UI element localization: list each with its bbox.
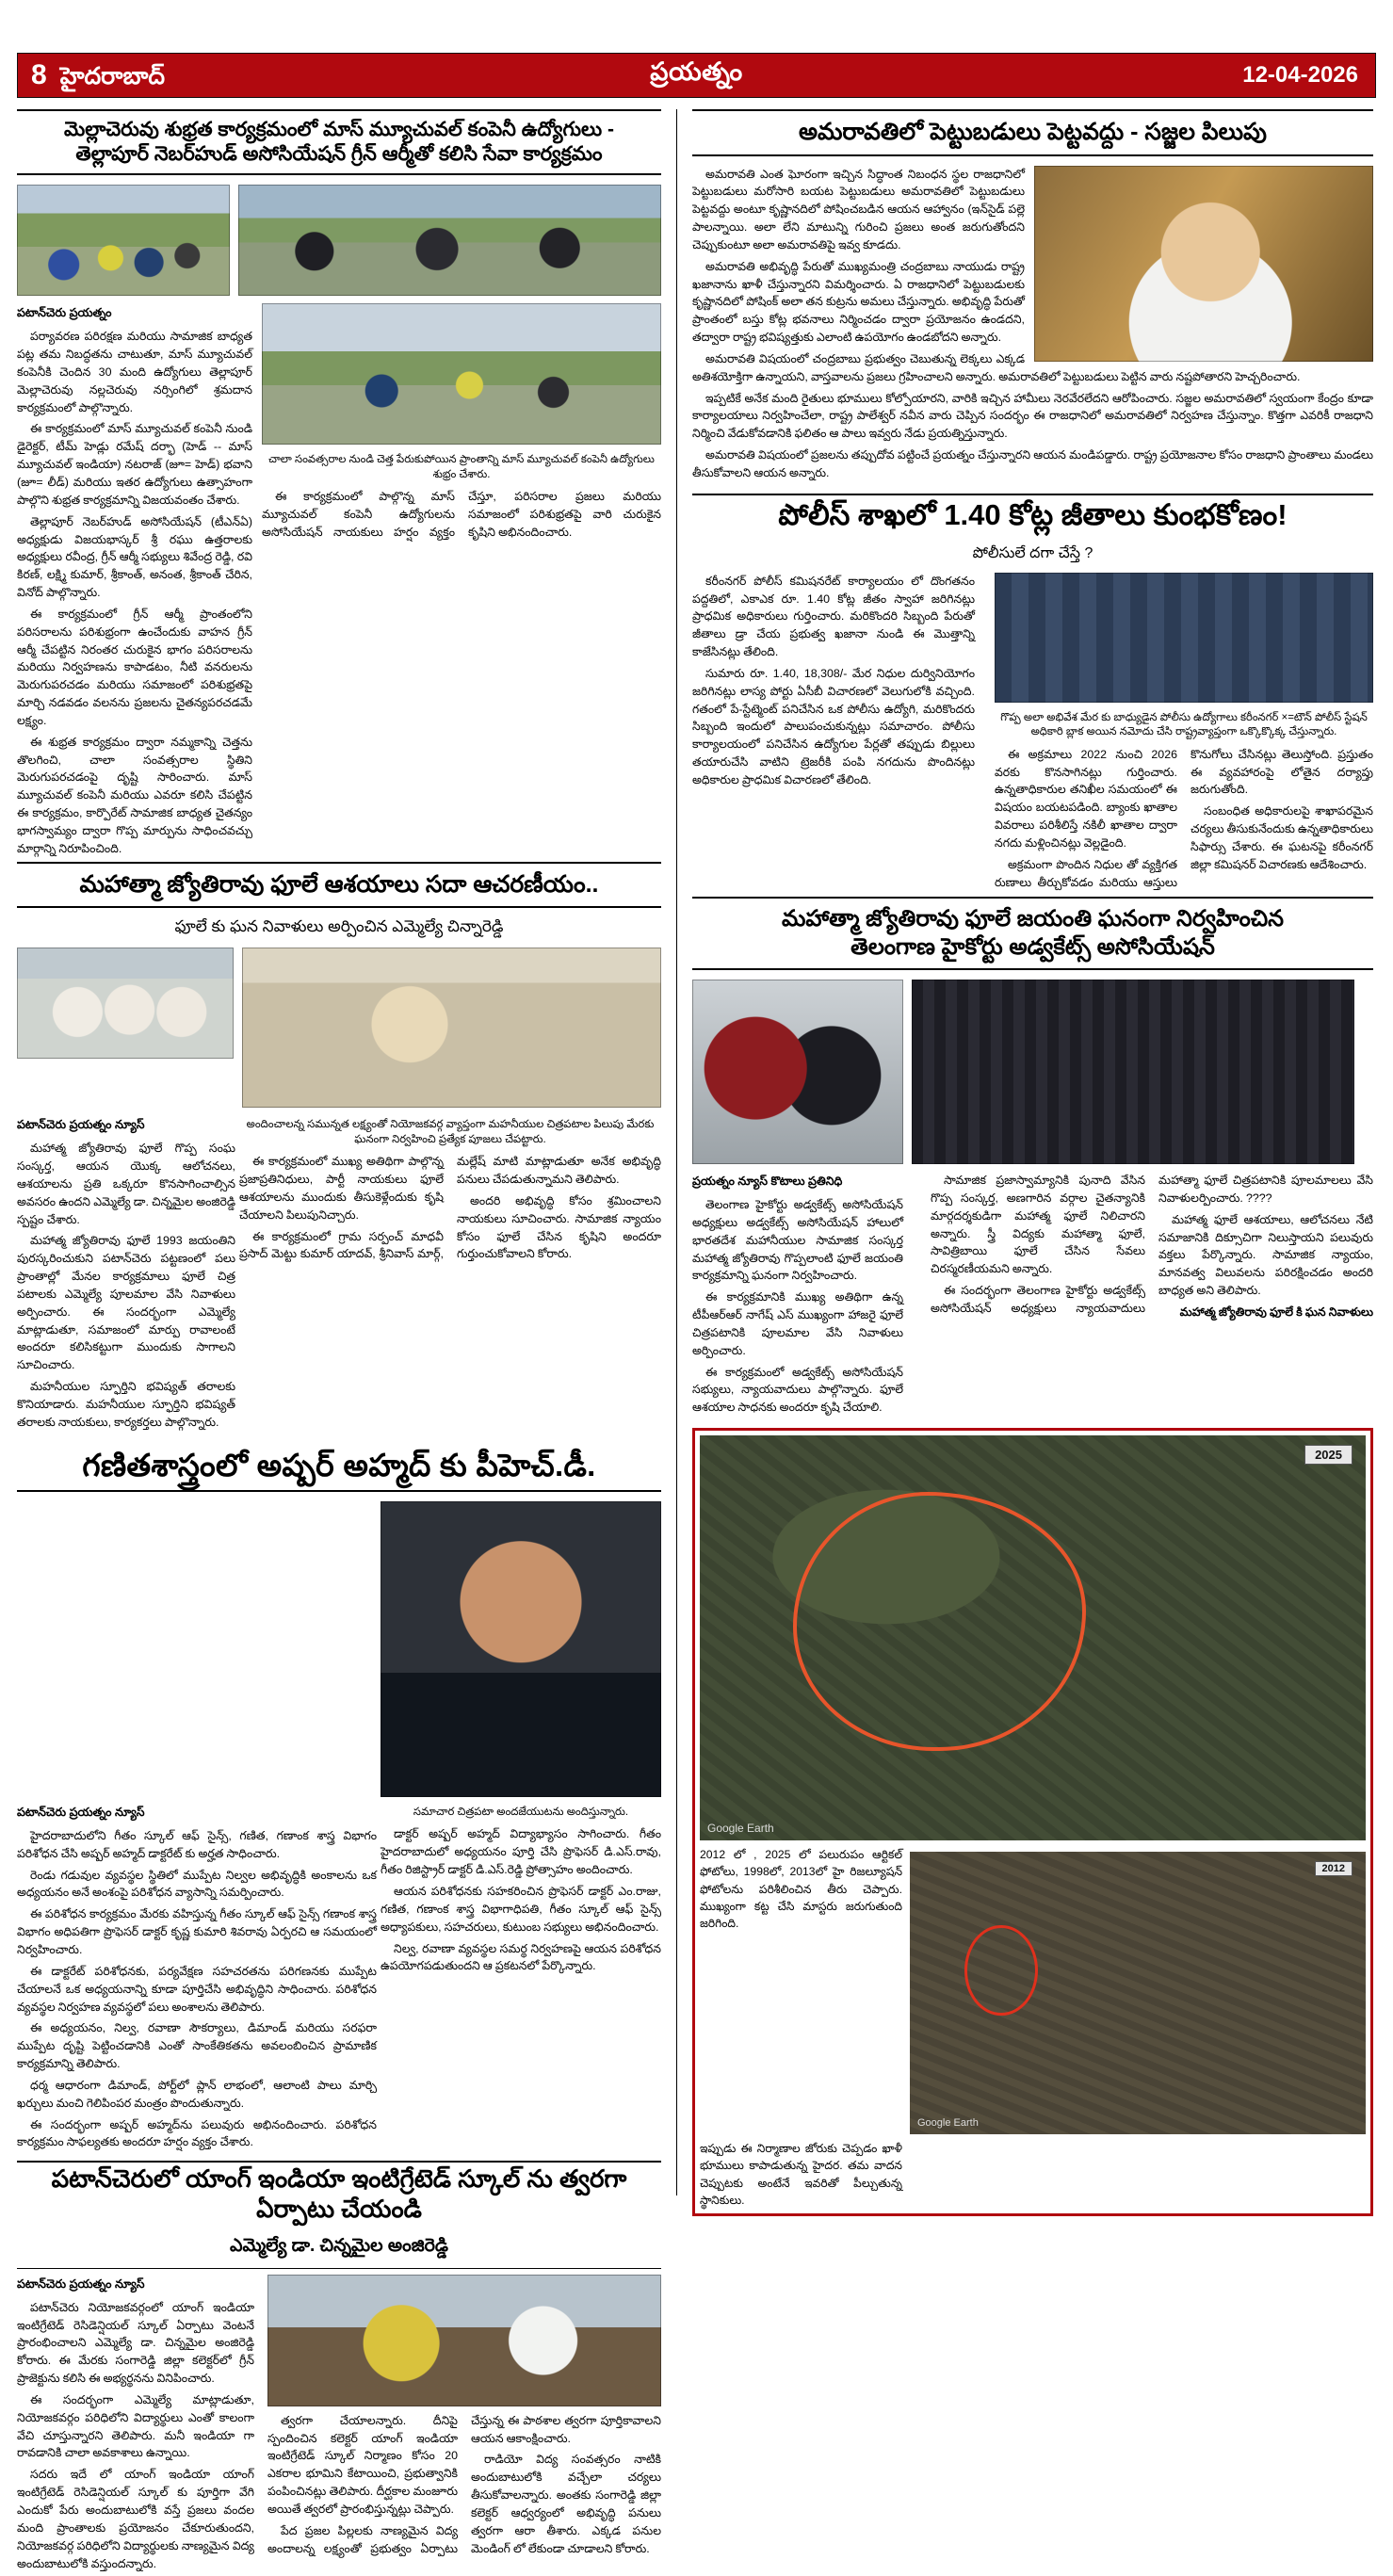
google-earth-watermark: Google Earth <box>707 1822 774 1836</box>
paragraph: పర్యావరణ పరిరక్షణ మరియు సామాజిక బాధ్యత పట్ల తమ నిబద్ధతను చాటుతూ, మాస్ మ్యూచువల్ కంపెనీకి చెందిన 30 మంది ఉద్యోగులు తెల్లాపూర్ మెల్లాచెరువు నల్లచెరువు నర్సింగిలో శ్రమదాన కార్యక్రమంలో పాల్గొన్నారు. <box>17 330 252 414</box>
paragraph: అమరావతి విషయంలో ప్రజలను తప్పుదోవ పట్టించే ప్రయత్నం చేస్తున్నారని ఆయన మండిపడ్డారు. రాష్ట్ర ప్రయోజనాల కోసం రాజధాని ప్రాంతాలు మండలు తీసుకోవాలని ఆయన అన్నారు. <box>692 448 1373 479</box>
phule-body-block <box>17 1115 661 1435</box>
satellite-imagery-box <box>692 1428 1373 2216</box>
subhead-phule-tribute: ఫూలే కు ఘన నివాళులు అర్పించిన ఎమ్మెల్యే చిన్నారెడ్డి <box>174 917 504 936</box>
paragraph: ఈ అక్రమాలు 2022 నుంచి 2026 వరకు కొనసాగినట్లు గుర్తించారు. ఉన్నతాధికారుల తనిఖీల సమయంలో ఈ విషయం బయటపడింది. బ్యాంకు ఖాతాల వివరాలు పరిశీలిస్తే నకిలీ ఖాతాల ద్వారా నగదు మళ్లించినట్లు వెల్లడైంది. <box>995 747 1177 850</box>
headline-line-2: తెలంగాణ హైకోర్టు అడ్వకేట్స్ అసోసియేషన్ <box>850 933 1215 960</box>
advocates-body-col2 <box>931 1172 1373 1321</box>
cleanup-body-col1 <box>17 328 252 861</box>
paragraph: అక్రమంగా పొందిన నిధుల తో వ్యక్తిగత రుణాలు తీర్చుకోవడం మరియు ఆస్తులు కొనుగోలు చేసినట్లు తెలుస్తోంది. ప్రస్తుతం ఈ వ్యవహారంపై లోతైన దర్యాప్తు జరుగుతోంది. <box>995 747 1373 889</box>
article-phule-tribute <box>17 862 661 1435</box>
mla-office-meeting-photo <box>267 2275 661 2406</box>
headline-cleanup-drive <box>17 109 661 175</box>
phule-body-col2 <box>239 1153 661 1265</box>
phd-body-col1 <box>17 1827 377 2151</box>
paragraph: ఈ శుభ్రత కార్యక్రమం ద్వారా నమ్మకాన్ని చెత్తను తొలగించి, చాలా సంవత్సరాల స్థితిని మెరుగుపరచడంపై దృష్టి సారించారు. మాస్ మ్యూచువల్ కంపెనీ మరియు ఎవరూ కలిసి చేపట్టిన ఈ కార్యక్రమం, కార్పొరేట్ సామాజిక బాధ్యత చైతన్యం భాగస్వామ్యం ద్వారా గొప్ప మార్పును సాధించవచ్చు మార్గాన్ని నిరూపించింది. <box>17 735 252 855</box>
paragraph: ఈ కార్యక్రమంలో గ్రామ సర్పంచ్ మాధవీ ప్రసాద్ మెట్టు కుమార్ యాదవ్, శ్రీనివాస్ మార్గ్, మల్లేష్ మాటి మాట్లాడుతూ అనేక అభివృద్ధి పనులు చేపడుతున్నామని తెలిపారు. <box>239 1155 661 1261</box>
phule-tribute-leaders-photo <box>17 948 234 1059</box>
karimnagar-police-station-photo <box>995 573 1373 703</box>
paragraph: ఈ కార్యక్రమంలో అడ్వకేట్స్ అసోసియేషన్ సభ్యులు, న్యాయవాదులు పాల్గొన్నారు. ఫూలే ఆశయాల సాధనకు అందరూ కృషి చేయాలి. <box>692 1365 903 1415</box>
headline-phule-tribute: మహాత్మా జ్యోతిరావు ఫూలే ఆశయాలు సదా ఆచరణీయం.. <box>17 862 661 909</box>
paragraph: మహాత్మ ఫూలే ఆశయాలు, ఆలోచనలు నేటి సమాజానికి దిక్సూచిగా నిలుస్తాయని పలువురు వక్తలు పేర్కొన్నారు. సామాజిక న్యాయం, మానవత్వ విలువలను పరిరక్షించడం అందరి బాధ్యత అని తెలిపారు. <box>1158 1212 1373 1298</box>
divider <box>17 2268 661 2269</box>
headline-line-1: మహాత్మా జ్యోతిరావు ఫూలే జయంతి ఘనంగా నిర్వహించిన <box>782 906 1284 932</box>
satellite-caption-left: 2012 లో , 2025 లో పలురుపం ఆర్టికల్ ఫోటోలు, 1998లో, 2013లో హై రిజల్యూషన్ ఫోటోలను పరిశీలించిన తీరు చెప్పారు. ముఖ్యంగా కట్ట చేసి మాస్టరు జరుగుతుంది జరిగింది. <box>700 1848 902 1931</box>
headline-line-1: మెల్లాచెరువు శుభ్రత కార్యక్రమంలో మాస్ మ్యూచువల్ కంపెనీ ఉద్యోగులు - <box>64 119 614 140</box>
phule-body-col1 <box>17 1140 235 1432</box>
byline-advocates: ప్రయత్నం న్యూస్ కొటాలు ప్రతినిధి <box>692 1174 843 1188</box>
caption-police: గొప్ప అలా అభివేశ మేర కు బాధ్యుడైన పోలీసు ఉద్యోగాలు కరీంనగర్ ×=టౌన్ పోలీస్ స్టేషన్ అధికారి బ్లాక అయిన నమోదు చేసి రాష్ట్రవ్యాప్తంగా ఒక్కొక్కొక్క చేస్తున్నారు. <box>1000 711 1368 738</box>
byline-school: పటాన్‌చెరు ప్రయత్నం న్యూస్ <box>17 2276 145 2291</box>
cleanup-body-block <box>17 303 661 861</box>
paragraph: నిల్వ, రవాణా వ్యవస్థల సమర్థ నిర్వహణపై ఆయన పరిశోధన ఉపయోగపడుతుందని ఆ ప్రకటనలో పేర్కొన్నారు. <box>381 1941 661 1973</box>
annotation-circle-red <box>793 1492 1086 1751</box>
subhead-police-scam: పోలీసులే దగా చేస్తే ? <box>972 544 1093 561</box>
advocate-phule-garland-photo <box>692 980 903 1164</box>
paragraph: సదరు ఇదే లో యాంగ్ ఇండియా యాంగ్ ఇంటిగ్రేటెడ్ రెసిడెన్షియల్ స్కూల్ కు పూర్తిగా వేగి ఎందుకో పేరు అందుబాటులోకి వస్తే ప్రజలు వందల మంది ప్రాంతాలకు ప్రయోజనం చేకూరుతుందని, నియోజకవర్గ పరిధిలోని విద్యార్థులకు నాణ్యమైన విద్య అందుబాటులోకి వస్తుందన్నారు. <box>17 2468 254 2570</box>
article-amaravati <box>692 109 1373 486</box>
byline-phd: పటాన్‌చెరు ప్రయత్నం న్యూస్ <box>17 1805 145 1819</box>
advocates-body-block <box>692 1172 1373 1420</box>
google-earth-watermark-sub: Google Earth <box>917 2117 979 2130</box>
satellite-caption-right: ఇప్పుడు ఈ నిర్మాణాల జోరుకు చెప్పడం ఖాళీ భూములు కాపాడుతున్న హైదర. తమ వాదన చెప్పుటకు అంటేనే ఇవరితో పీల్చుతున్న స్థానికులు. <box>700 2142 902 2207</box>
caption-phd: సమాచార చిత్రపటా అందజేయుటను అందిస్తున్నారు. <box>413 1806 629 1818</box>
paragraph: అమరావతి ఎంత ఘోరంగా ఇచ్చిన సిద్ధాంత నిబంధన స్థల రాజధానిలో పెట్టుబడులు మరోసారి బయట పెట్టుబడులు అమరావతిలో పెట్టుబడులు పెట్టవద్దు అంటూ కృష్ణానదిలో పోషించబడిన ఆయన ఆహ్వానం (ఇన్‌సైడ్ పల్లె పాలన్నాయి. అలా లేని మాటున్ని గురించి ప్రజలు అంత జరుగుతోందని చెప్పుకుంటూ అలా అమరావతిపై ఇవ్వ కూడదు. <box>692 167 1025 251</box>
police-body-col2 <box>995 746 1373 892</box>
paragraph: మహాత్మ జ్యోతిరావు ఫూలే 1993 జయంతిని పురస్కరించుకుని పటాన్‌చెరు పట్టణంలో పలు ప్రాంతాల్లో మేనల కార్యక్రమాలు ఫూలే చిత్ర పటాలకు ఎమ్మెల్యే పూలమాల వేసి నివాళులు అర్పించారు. ఈ సందర్భంగా ఎమ్మెల్యే మాట్లాడుతూ, సమాజంలో మార్పు రావాలంటే అందరూ కలిసికట్టుగా ముందుకు సాగాలని సూచించారు. <box>17 1234 235 1372</box>
paragraph: మహాత్మ జ్యోతిరావు ఫూలే గొప్ప సంఘ సంస్కర్త, ఆయన యొక్క ఆలోచనలు, ఆశయాలను ప్రతి ఒక్కరూ కొనసాగించాల్సిన అవసరం ఉందని ఎమ్మెల్యే డా. చిన్నమైల అంజిరెడ్డి స్పష్టం చేశారు. <box>17 1142 235 1226</box>
paragraph: తెల్లాపూర్ నెబర్‌హుడ్ అసోసియేషన్ (టీఎన్ఏ) అధ్యక్షుడు విజయభాస్కర్ శ్రీ రఘు ఉత్తరాలకు అధ్యక్షులు రవీంద్ర, గ్రీన్ ఆర్మీ సభ్యులు శివేంద్ర రెడ్డి, రవి కిరణ్, లక్ష్మి కుమార్, శ్రీకాంత్, అనంత, శ్రీకాంత్ చేరిన, వినోద్ పాల్గొన్నారు. <box>17 514 252 600</box>
annotation-circle-red-small <box>964 1925 1037 2016</box>
politician-press-conference-photo <box>1034 166 1373 362</box>
satellite-image-2025 <box>700 1435 1366 1840</box>
headline-line-2: తెల్లాపూర్ నెబర్‌హుడ్ అసోసియేషన్ గ్రీన్ ఆర్మీతో కలిసి సేవా కార్యక్రమం <box>75 142 603 165</box>
advocates-photo-row <box>692 980 1373 1164</box>
paragraph: హైదరాబాదులోని గీతం స్కూల్ ఆఫ్ సైన్స్, గణిత, గణాంక శాస్త్ర విభాగం పరిశోధన చేసి అష్పర్ అహ్మద్ డాక్టరేట్ కు అర్హత సాధించారు. <box>17 1828 377 1860</box>
paragraph: ఆయన పరిశోధనకు సహకరించిన ప్రొఫెసర్ డాక్టర్ ఎం.రాజు, గణిత, గణాంక శాస్త్ర విభాగాధిపతి, గీతం స్కూల్ ఆఫ్ సైన్స్ అధ్యాపకులు, సహచరులు, కుటుంబ సభ్యులు అభినందించారు. <box>381 1884 661 1934</box>
paragraph: ఈ సందర్భంగా అష్పర్ అహ్మద్‌ను పలువురు అభినందించారు. పరిశోధన కార్యక్రమం సాఫల్యతకు అందరూ హర్షం వ్యక్తం చేశారు. <box>17 2117 377 2149</box>
caption-phule: అందించాలన్న సమున్నత లక్ష్యంతో నియోజకవర్గ వ్యాప్తంగా మహనీయుల చిత్రపటాల పిలుపు మేరకు ఘనంగా నిర్వహించి ప్రత్యేక పూజలు చేపట్టారు. <box>246 1119 655 1145</box>
phd-scholar-portrait-photo <box>381 1501 661 1797</box>
paragraph: ఈ పరిశోధన కార్యక్రమం మేరకు వహిస్తున్న గీతం స్కూల్ ఆఫ్ సైన్స్ గణాంక శాస్త్ర విభాగం అధిపతిగా ప్రొఫెసర్ డాక్టర్ కృష్ణ కుమారి శివరావు ఏర్పరచి ఆ సమయంలో నిర్వహించారు. <box>17 1907 377 1956</box>
paragraph: రెండు గడువుల వ్యవస్థల స్థితిలో ముప్పేట నిల్వల అభివృద్ధికి అంకాలను ఒక అధ్యయనం అనే అంశంపై పరిశోధన వ్యాసాన్ని సమర్పించారు. <box>17 1868 377 1900</box>
satellite-year-tag-sub: 2012 <box>1315 1861 1353 1876</box>
paragraph: ఈ అధ్యయనం, నిల్వ, రవాణా సౌకర్యాలు, డిమాండ్ మరియు సరఫరా ముప్పేట దృష్టి పెట్టించడానికి ఎంతో సాంకేతికతను అవలంబించిన ప్రామాణిక కార్యక్రమాన్ని తెలిపారు. <box>17 2021 377 2071</box>
paragraph: ఈ కార్యక్రమంలో గ్రీన్ ఆర్మీ ప్రాంతంలోని పరిసరాలను పరిశుభ్రంగా ఉంచేందుకు వాహన గ్రీన్ ఆర్మీ చేపట్టిన నిరంతర చురుకైన భాగం పరిసరాలను మరియు నిర్వహణను కాపాడటం, నీటి వనరులను మెరుగుపరచడం మరియు సమాజంలో పరిశుభ్రతపై మార్చి నడవడం వలనను ప్రజలను చైతన్యపరచడమే లక్ష్యం. <box>17 607 252 727</box>
cleanup-volunteers-photo <box>17 185 230 296</box>
right-column <box>676 109 1373 2207</box>
paragraph: అమరావతి విషయంలో చంద్రబాబు ప్రభుత్వం చెబుతున్న లెక్కలు ఎక్కడ అతిశయోక్తిగా ఉన్నాయని, వాస్తవాలను ప్రజలు గ్రహించాలని అన్నారు. అమరావతిలో పెట్టుబడులు పెట్టిన వారు నష్టపోతారని హెచ్చరించారు. <box>692 351 1301 383</box>
paragraph: తెలంగాణ హైకోర్టు అడ్వకేట్స్ అసోసియేషన్ అధ్యక్షులు అడ్వకేట్స్ అసోసియేషన్ హాలులో భారతదేశ మహానీయుల సామాజిక సంస్కర్త మహాత్మ జ్యోతిరావు గొప్పలాంటి ఫూలే జయంతి కార్యక్రమాన్ని ఘనంగా నిర్వహించారు. <box>692 1197 903 1283</box>
page-number: 8 <box>31 59 47 90</box>
satellite-year-tag-main: 2025 <box>1304 1445 1353 1465</box>
paragraph: పటాన్‌చెరు నియోజకవర్గంలో యాంగ్ ఇండియా ఇంటిగ్రేటెడ్ రెసిడెన్షియల్ స్కూల్ ఏర్పాటు వెంటనే ప్రారంభించాలని ఎమ్మెల్యే డా. చిన్నమైల అంజిరెడ్డి కోరారు. ఈ మేరకు సంగారెడ్డి జిల్లా కలెక్టర్‌లో గ్రీన్ ప్రాజెక్టును కలిసి ఈ అభ్యర్థనను వినిపించారు. <box>17 2300 254 2386</box>
headline-amaravati: అమరావతిలో పెట్టుబడులు పెట్టవద్దు - సజ్జల పిలుపు <box>692 109 1373 156</box>
paragraph: సుమారు రూ. 1.40, 18,308/- మేర నిధుల దుర్వినియోగం జరిగినట్లు లాస్య పోర్టు ఏసీబీ విచారణలో వెలుగులోకి వచ్చింది. గతంలో పే-స్టేట్మెంట్ పనిచేసిన ఒక పోలీసు ఉద్యోగి, మరికొందరు సిబ్బంది ఇందులో పాలుపంచుకున్నట్లు సమాచారం. పోలీసు కార్యాలయంలో పనిచేసిన ఉద్యోగుల పేర్లతో తప్పుడు బిల్లులు తయారుచేసి వాటిని ట్రెజరీకి పంపి నగదును పొందినట్లు అధికారుల ప్రాధమిక విచారణలో తేలింది. <box>692 666 975 786</box>
school-body-block <box>17 2275 661 2576</box>
article-cleanup-drive <box>17 109 661 862</box>
article-phd-award <box>17 1445 661 2156</box>
headline-police-scam: పోలీస్ శాఖలో 1.40 కోట్ల జీతాలు కుంభకోణం! <box>692 494 1373 539</box>
paragraph: కరీంనగర్ పోలీస్ కమిషనరేట్ కార్యాలయం లో దొంగతనం పద్దతిలో, ఎకాఎక రూ. 1.40 కోట్ల జీతం స్వాహా జరిగినట్లు ప్రాధమిక అధికారులు గుర్తించారు. మరికొందరి సిబ్బంది పేరుతో జీతాలు డ్రా చేయ ప్రభుత్వ ఖజానా నుండి ఈ మొత్తాన్ని కాజేసినట్లు తేలింది. <box>692 574 975 659</box>
phule-photo-row <box>17 948 661 1108</box>
cleanup-body-col2 <box>262 488 661 543</box>
article-school-request <box>17 2161 661 2576</box>
article-advocates-phule <box>692 897 1373 1420</box>
paragraph: సంబంధిత అధికారులపై శాఖాపరమైన చర్యలు తీసుకునేందుకు ఉన్నతాధికారులు సిఫార్సు చేశారు. ఈ ఘటనపై కరీంనగర్ జిల్లా కమిషనర్ విచారణకు ఆదేశించారు. <box>1191 804 1373 871</box>
paragraph: ఈ కార్యక్రమంలో ముఖ్య అతిథిగా పాల్గొన్న ప్రజాప్రతినిధులు, పార్టీ నాయకులు ఫూలే ఆశయాలను ముందుకు తీసుకెళ్లేందుకు కృషి చేయాలని పిలుపునిచ్చారు. <box>239 1155 444 1222</box>
paragraph: ఈ కార్యక్రమంలో పాల్గొన్న మాస్ మ్యూచువల్ కంపెనీ ఉద్యోగులను అసోసియేషన్ నాయకులు హర్షం వ్యక్తం చేస్తూ, పరిసరాల ప్రజలు మరియు సమాజంలో పరిశుభ్రతపై వారి చురుకైన కృషిని అభినందించారు. <box>262 490 661 539</box>
edition-city: హైదరాబాద్ <box>59 63 166 89</box>
caption-cleanup: చాలా సంవత్సరాల నుండి చెత్త పేరుకుపోయిన ప్రాంతాన్ని మాస్ మ్యూచువల్ కంపెనీ ఉద్యోగులు శుభ్రం చేశారు. <box>268 454 655 480</box>
paragraph: పేద ప్రజల పిల్లలకు నాణ్యమైన విద్య అందాలన్న లక్ష్యంతో ప్రభుత్వం ఏర్పాటు చేస్తున్న ఈ పాఠశాల త్వరగా పూర్తికావాలని ఆయన ఆకాంక్షించారు. <box>267 2413 661 2555</box>
police-body-block <box>692 573 1373 892</box>
paragraph: ఈ సందర్భంగా తెలంగాణ హైకోర్టు అడ్వకేట్స్ అసోసియేషన్ అధ్యక్షులు న్యాయవాదులు మహాత్మా ఫూలే చిత్రపటానికి పూలమాలలు వేసి నివాళులర్పించారు. ???? <box>931 1173 1373 1315</box>
school-body-col2 <box>267 2412 661 2560</box>
paragraph: ఈ కార్యక్రమానికి ముఖ్య అతిథిగా ఉన్న టీపీఆర్ఆర్ నాగేష్ ఎస్ ముఖ్యంగా హాజరై ఫూలే చిత్రపటానికి పూలమాల వేసి నివాళులు అర్పించారు. <box>692 1290 903 1357</box>
subhead-school-request: ఎమ్మెల్యే డా. చిన్నమైల అంజిరెడ్డి <box>230 2235 448 2256</box>
school-body-col1 <box>17 2299 254 2573</box>
cleanup-group-field-photo <box>262 303 661 445</box>
paragraph: త్వరగా చేయాలన్నారు. దీనిపై స్పందించిన కలెక్టర్ యాంగ్ ఇండియా ఇంటిగ్రేటెడ్ స్కూల్ నిర్మాణం కోసం 20 ఎకరాల భూమిని కేటాయించి, ప్రభుత్వానికి పంపించినట్లు తెలిపారు. దీర్ఘకాల మంజూరు అయితే త్వరలో ప్రారంభిస్తున్నట్లు చెప్పారు. <box>267 2413 458 2516</box>
publication-title: ప్రయత్నం <box>650 57 743 86</box>
paragraph: సామాజిక ప్రజాస్వామ్యానికి పునాది వేసిన గొప్ప సంస్కర్త, అణగారిన వర్గాల చైతన్యానికి మార్గదర్శకుడిగా మహాత్మ ఫూలే నిలిచారని అన్నారు. స్త్రీ విద్యకు మహాత్మా ఫూలే, సావిత్రిబాయి ఫూలే చేసిన సేవలు చిరస్మరణీయమని అన్నారు. <box>931 1173 1145 1276</box>
phule-portrait-garland-photo <box>242 948 661 1108</box>
paragraph: మహనీయుల స్ఫూర్తిని భవిష్యత్ తరాలకు కొనియాడారు. మహనీయుల స్ఫూర్తిని భవిష్యత్ తరాలకు నాయకులు, కార్యకర్తలు పాల్గొన్నారు. <box>17 1380 235 1429</box>
advocates-body-col1 <box>692 1196 903 1417</box>
paragraph: ఈ సందర్భంగా ఎమ్మెల్యే మాట్లాడుతూ, నియోజకవర్గం పరిధిలోని విద్యార్థులు ఎంతో కాలంగా వేచి చూస్తున్నారని తెలిపారు. మనీ ఇండియా గా రావడానికి చాలా అవకాశాలు ఉన్నాయి. <box>17 2392 254 2460</box>
headline-advocates-phule <box>692 897 1373 970</box>
byline-phule: పటాన్‌చెరు ప్రయత్నం న్యూస్ <box>17 1118 145 1132</box>
phd-body-block <box>17 1501 661 2155</box>
phd-body-col2 <box>381 1825 661 1975</box>
publication-date: 12-04-2026 <box>1242 62 1358 88</box>
page-content <box>17 109 1376 2570</box>
paragraph: ఇప్పటికే అనేక మంది రైతులు భూములు కోల్పోయారని, వారికి ఇచ్చిన హామీలు నెరవేరలేదని ఆరోపించారు. సజ్జల అమరావతిలో స్వయంగా కేంద్రం కూడా కార్యాలయాలు నిర్వహించేలా, రాష్ట్ర పాలేశ్వర్ నవీన వారు చెప్పిన సందర్భం ఈ రాజధానిలో అమరావతిలో నిర్వహణ చేస్తున్నాం. కొత్తగా ఎవరికీ రాజధాని నిర్మించి వేడుకోవడానికి ఫలితం ఆ పాలు ఇవ్వరు నేడు ప్రయత్నిస్తున్నారు. <box>692 391 1373 441</box>
headline-school-request: పటాన్‌చెరులో యాంగ్ ఇండియా ఇంటిగ్రేటెడ్ స్కూల్ ను త్వరగా ఏర్పాటు చేయండి <box>17 2161 661 2229</box>
cleanup-photo-row <box>17 185 661 296</box>
paragraph: ఈ కార్యక్రమంలో మాస్ మ్యూచువల్ కంపెనీ నుండి డైరెక్టర్, టీమ్ హెడ్లు రమేష్ దర్భా (హెడ్ -- మాస్ మ్యూచువల్ ఇండియా) నటరాజ్ (జూ= హెడ్) భవాని (జూ= లీడ్) మరియు ఇతర ఉద్యోగులు ఉత్సాహంగా పాల్గొని శుభ్రత కార్యక్రమాన్ని విజయవంతం చేశారు. <box>17 422 252 507</box>
satellite-image-2012 <box>910 1852 1366 2134</box>
byline-cleanup: పటాన్‌చెరు ప్రయత్నం <box>17 306 112 320</box>
paragraph: డాక్టర్ అష్పర్ అహ్మద్ విద్యాభ్యాసం సాగించారు. గీతం హైదరాబాదులో అధ్యయనం పూర్తి చేసి ప్రొఫెసర్ డి.ఎస్.రావు, గీతం రిజిస్ట్రార్ డాక్టర్ డి.ఎస్.రెడ్డి ప్రోత్సాహం అందించారు. <box>381 1827 661 1877</box>
paragraph: రాడియో విద్య సంవత్సరం నాటికి అందుబాటులోకి వచ్చేలా చర్యలు తీసుకోవాలన్నారు. అంతకు సంగారెడ్డి జిల్లా కలెక్టర్ ఆధ్వర్యంలో అభివృద్ధి పనులు త్వరగా ఆరా తీశారు. ఎక్కడ పనుల మెండింగ్ లో లేకుండా చూడాలని కోరారు. <box>471 2453 661 2555</box>
police-body-col1 <box>692 573 975 789</box>
article-police-scam <box>692 494 1373 892</box>
advocates-group-photo <box>912 980 1354 1164</box>
paragraph: అందరి అభివృద్ధి కోసం శ్రమించాలని నాయకులు సూచించారు. సామాజిక న్యాయం కోసం ఫూలే చేసిన కృషిని అందరూ గుర్తుంచుకోవాలని కోరారు. <box>457 1193 661 1261</box>
headline-phd-award: గణితశాస్త్రంలో అష్పర్ అహ్మద్ కు పీహెచ్.డీ. <box>17 1445 661 1492</box>
garbage-bags-lake-photo <box>238 185 661 296</box>
masthead-bar <box>17 53 1376 98</box>
left-column <box>17 109 676 2570</box>
masthead-left <box>31 61 165 89</box>
paragraph: అమరావతి అభివృద్ధి పేరుతో ముఖ్యమంత్రి చంద్రబాబు నాయుడు రాష్ట్ర ఖజానాను ఖాళీ చేస్తున్నారని విమర్శించారు. ఏ రాజధానిలో పెట్టుబడులకు కృష్ణానదిలో పోషింక్ అలా తన కుట్రను అమలు చేస్తున్నారు. అభివృద్ధి పేరుతో ప్రాంతంలో బస్తు కోట్ల భవనాలు నిర్మించడం ద్వారా ప్రయోజనం ఉండదని, తద్వారా రాష్ట్ర భవిష్యత్తుకు ఎలాంటి ఉపయోగం ఉండబోదని అన్నారు. <box>692 259 1025 345</box>
paragraph: ధర్మ ఆధారంగా డిమాండ్, పోర్ట్‌లో ప్లాన్ లాభంలో, ఆలాంటి పాలు మార్చి ఖర్చులు మంచి గెలిపింపర మంత్రం పొందుతున్నారు. <box>17 2078 377 2110</box>
paragraph-signoff: మహాత్మ జ్యోతిరావు ఫూలే కి ఘన నివాళులు <box>1179 1304 1373 1319</box>
paragraph: ఈ డాక్టరేట్ పరిశోధనకు, పర్యవేక్షణ సహచరతను పరిగణనకు ముప్పేట చేయాలనే ఒక అధ్యయనాన్ని కూడా పూర్తిచేసి అభివృద్ధిని సాధించారు. పరిశోధన వ్యవస్థల నిర్వహణ వ్యవస్థలో పలు అంశాలను తెలిపారు. <box>17 1964 377 2014</box>
amaravati-body-block <box>692 166 1373 486</box>
